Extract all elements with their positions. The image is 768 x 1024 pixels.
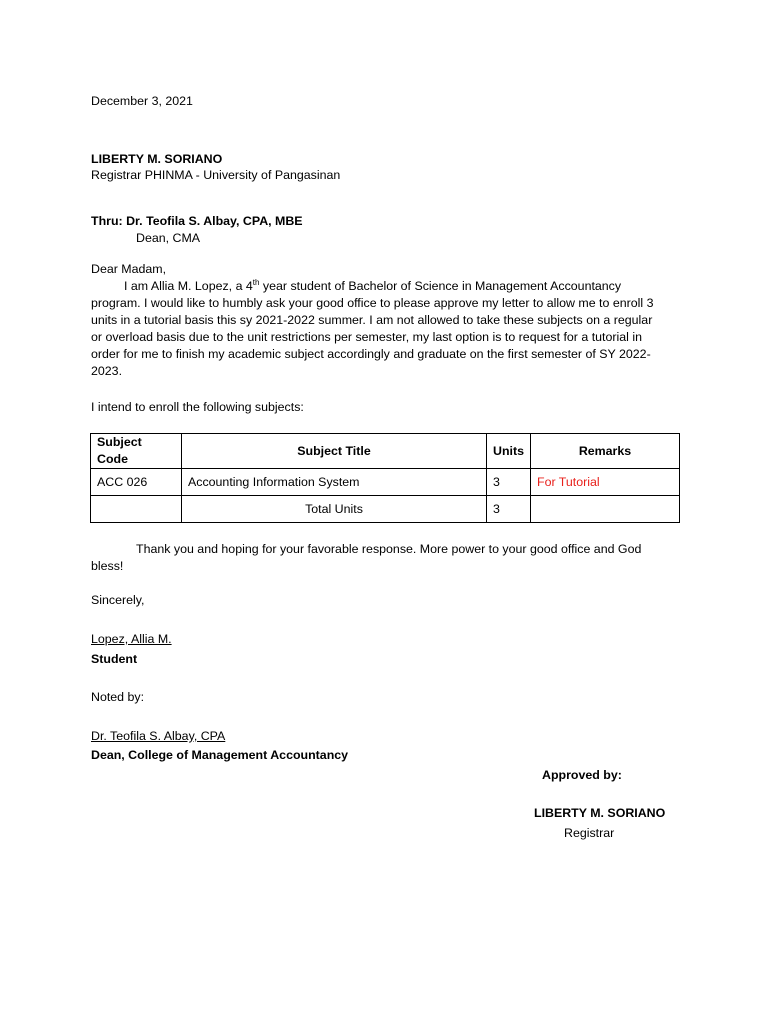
approved-by-label: Approved by: (542, 768, 622, 782)
table-header-row (91, 434, 680, 469)
thru-line: Thru: Dr. Teofila S. Albay, CPA, MBE (91, 214, 303, 228)
cell-total-label: Total Units (182, 496, 487, 523)
header-units: Units (487, 434, 531, 469)
closing-paragraph (91, 541, 691, 575)
student-role: Student (91, 652, 138, 666)
body-line-6: 2023. (91, 364, 123, 378)
noted-by-label: Noted by: (91, 690, 145, 704)
thanks-line-2: bless! (91, 559, 124, 573)
table-total-row (91, 496, 680, 523)
body-line-2: program. I would like to humbly ask your good office to please approve my letter to allow me to enroll 3 (91, 296, 654, 310)
letter-body (91, 277, 654, 380)
header-subject-title: Subject Title (182, 434, 487, 469)
header-subject-code: Subject Code (91, 434, 182, 469)
recipient-title: Registrar PHINMA - University of Pangasinan (91, 168, 341, 182)
letter-date: December 3, 2021 (91, 94, 193, 108)
body-line-3: units in a tutorial basis this sy 2021-2022 summer. I am not allowed to take these subjects on a regular (91, 313, 653, 327)
body-line-5: order for me to finish my academic subject accordingly and graduate on the first semester of SY 2022- (91, 347, 651, 361)
body-line-1-sup: th (252, 277, 260, 287)
cell-subject-code: ACC 026 (91, 469, 182, 496)
dean-role: Dean, College of Management Accountancy (91, 748, 349, 762)
body-line-1-pre: I am Allia M. Lopez, a 4 (124, 279, 253, 293)
cell-units: 3 (487, 469, 531, 496)
cell-subject-title: Accounting Information System (182, 469, 487, 496)
registrar-role: Registrar (564, 826, 615, 840)
registrar-name: LIBERTY M. SORIANO (534, 806, 666, 820)
cell-empty-code (91, 496, 182, 523)
body-line-4: or overload basis due to the unit restrictions per semester, my last option is to request for a tutorial in (91, 330, 642, 344)
body-line-1 (91, 278, 651, 295)
cell-empty-remarks (531, 496, 680, 523)
salutation: Dear Madam, (91, 262, 167, 276)
intend-statement: I intend to enroll the following subjects: (91, 400, 304, 414)
cell-total-units: 3 (487, 496, 531, 523)
header-remarks: Remarks (531, 434, 680, 469)
sincerely: Sincerely, (91, 593, 145, 607)
thanks-line-1: Thank you and hoping for your favorable response. More power to your good office and God (136, 542, 642, 556)
recipient-name: LIBERTY M. SORIANO (91, 152, 223, 166)
student-name: Lopez, Allia M. (91, 632, 172, 646)
cell-remarks: For Tutorial (531, 469, 680, 496)
body-line-1-post: year student of Bachelor of Science in Management Accountancy (259, 279, 622, 293)
table-row (91, 469, 680, 496)
dean-name: Dr. Teofila S. Albay, CPA (91, 729, 226, 743)
subjects-table (90, 433, 680, 523)
thru-role: Dean, CMA (136, 231, 201, 245)
